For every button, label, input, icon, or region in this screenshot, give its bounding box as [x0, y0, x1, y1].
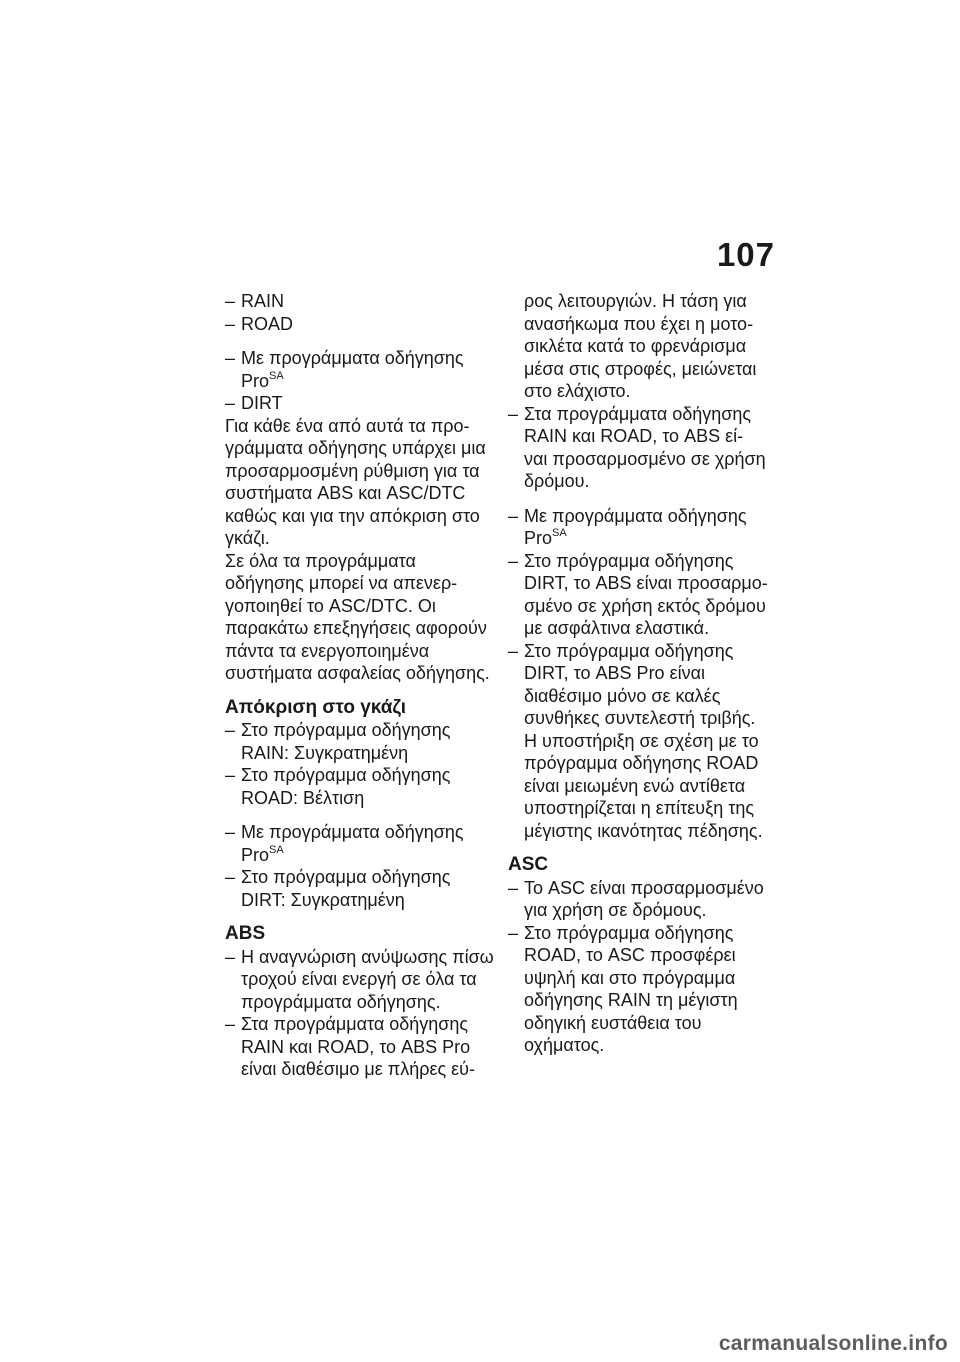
list-item-road: – ROAD [225, 313, 500, 336]
text-line: οδηγική ευστάθεια του [524, 1012, 702, 1033]
asc-heading: ASC [508, 854, 549, 875]
text-line: DIRT: Συγκρατημένη [241, 889, 405, 910]
text-line: μέγιστης ικανότητας πέδησης. [524, 820, 763, 841]
text-line: καθώς και για την απόκριση στο [225, 505, 480, 526]
text-line: ROAD, το ASC προσφέρει [524, 945, 736, 965]
text-line: Στα προγράμματα οδήγησης [524, 403, 752, 424]
text-line: οδήγησης μπορεί να απενερ- [225, 573, 458, 593]
throttle-heading: Απόκριση στο γκάζι [225, 696, 407, 718]
text-line: Η αναγνώριση ανύψωσης πίσω [241, 946, 494, 967]
list-item-rain: – RAIN [225, 290, 500, 313]
text-line: συστήματα ABS και ASC/DTC [225, 483, 466, 503]
text-line: Στο πρόγραμμα οδήγησης [241, 765, 451, 785]
text-line: DIRT, το ABS Pro είναι [524, 663, 706, 683]
text-line: είναι διαθέσιμο με πλήρες εύ- [241, 1059, 476, 1079]
pro-label: Pro [241, 844, 270, 865]
text-line: οχήματος. [524, 1035, 605, 1055]
pro-modes-text: Με προγράμματα οδήγησης [241, 822, 464, 842]
list-item-abs-pro [225, 1013, 500, 1081]
text-line: ρος λειτουργιών. Η τάση για [524, 291, 747, 311]
text-line: Το ASC είναι προσαρμοσμένο [524, 877, 764, 898]
text-line: στο ελάχιστο. [524, 381, 631, 401]
text-line: παρακάτω επεξηγήσεις αφορούν [225, 618, 487, 638]
text-line: ναι προσαρμοσμένο σε χρήση [524, 448, 766, 469]
text-line: Στο πρόγραμμα οδήγησης [524, 550, 734, 571]
pro-modes-text: Με προγράμματα οδήγησης [524, 505, 747, 526]
text-line: RAIN: Συγκρατημένη [241, 742, 409, 763]
text-line: συστήματα ασφαλείας οδήγησης. [225, 663, 490, 683]
list-item-throttle-dirt [225, 866, 500, 911]
second-paragraph [225, 550, 500, 685]
text-line: ανασήκωμα που έχει η μοτο- [524, 313, 754, 334]
list-item-asc-stability [508, 922, 783, 1057]
sa-superscript: SA [269, 843, 284, 856]
pro-label: Pro [241, 370, 270, 391]
list-item-asc-road-use [508, 877, 783, 922]
text-line: Στα προγράμματα οδήγησης [241, 1014, 469, 1034]
text-line: τροχού είναι ενεργή σε όλα τα [241, 969, 477, 989]
page-number: 107 [716, 236, 775, 273]
list-item-abs-dirt [508, 550, 783, 640]
sa-superscript: SA [269, 369, 284, 382]
pro-label: Pro [524, 528, 553, 548]
text-line: Στο πρόγραμμα οδήγησης [241, 720, 451, 740]
list-item-pro-modes [225, 821, 500, 866]
text-line: υποστηρίζεται η επίτευξη της [524, 798, 755, 818]
right-column [508, 290, 783, 1057]
pro-modes-text: Με προγράμματα οδήγησης [241, 348, 464, 368]
watermark: carmanualsonline.info [718, 1332, 948, 1355]
list-item-throttle-rain [225, 719, 500, 764]
abs-continued [508, 290, 783, 403]
text-line: σικλέτα κατά το φρενάρισμα [524, 336, 747, 356]
text-line: προσαρμοσμένη ρύθμιση για τα [225, 460, 480, 481]
left-column [225, 290, 500, 1081]
text-line: συνθήκες συντελεστή τριβής. [524, 708, 756, 728]
text-line: υψηλή και στο πρόγραμμα [524, 967, 736, 988]
text-line: DIRT, το ABS είναι προσαρμο- [524, 573, 768, 593]
text-line: γκάζι. [225, 528, 270, 548]
text-line: διαθέσιμο μόνο σε καλές [524, 685, 721, 706]
intro-paragraph [225, 415, 500, 550]
list-item-dirt: – DIRT [225, 392, 500, 415]
text-line: για χρήση σε δρόμους. [524, 900, 707, 920]
text-line: οδήγησης RAIN τη μέγιστη [524, 990, 738, 1010]
text-line: είναι μειωμένη ενώ αντίθετα [524, 775, 746, 796]
text-line: πρόγραμμα οδήγησης ROAD [524, 753, 759, 773]
text-line: γοποιηθεί το ASC/DTC. Οι [225, 595, 436, 616]
text-line: σμένο σε χρήση εκτός δρόμου [524, 595, 766, 616]
text-line: δρόμου. [524, 471, 590, 491]
text-line: Στο πρόγραμμα οδήγησης [241, 867, 451, 887]
text-line: Για κάθε ένα από αυτά τα προ- [225, 415, 470, 436]
text-line: Η υποστήριξη σε σχέση με το [524, 730, 759, 751]
text-line: προγράμματα οδήγησης. [241, 991, 441, 1012]
list-item-abs-lift [225, 946, 500, 1014]
list-item-abs-pro-dirt [508, 640, 783, 843]
text-line: RAIN και ROAD, το ABS Pro [241, 1036, 471, 1057]
list-item-abs-rain-road [508, 403, 783, 493]
text-line: Στο πρόγραμμα οδήγησης [524, 640, 734, 661]
text-line: με ασφάλτινα ελαστικά. [524, 618, 710, 638]
text-line: ROAD: Βέλτιση [241, 787, 365, 808]
list-item-throttle-road [225, 764, 500, 809]
list-item-pro-modes [508, 505, 783, 550]
text-line: Στο πρόγραμμα οδήγησης [524, 922, 734, 943]
text-line: RAIN και ROAD, το ABS εί- [524, 426, 744, 446]
text-line: πάντα τα ενεργοποιημένα [225, 640, 430, 661]
text-line: γράμματα οδήγησης υπάρχει μια [225, 438, 486, 458]
list-item-pro-modes [225, 347, 500, 392]
text-line: μέσα στις στροφές, μειώνεται [524, 358, 757, 379]
text-line: Σε όλα τα προγράμματα [225, 550, 416, 571]
abs-heading: ABS [225, 923, 266, 944]
sa-superscript: SA [552, 527, 567, 539]
